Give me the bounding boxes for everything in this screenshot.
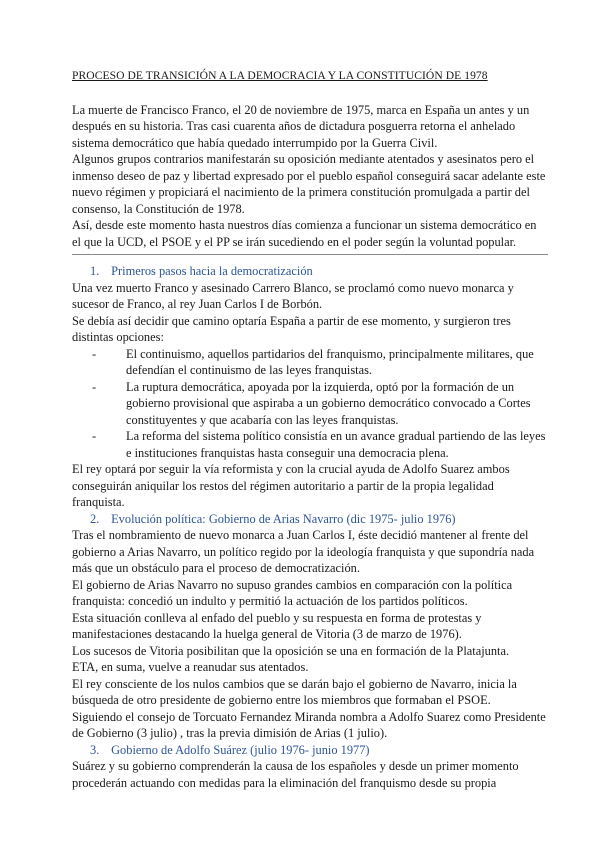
section-heading [90, 511, 548, 528]
body-paragraph: El gobierno de Arias Navarro no supuso grandes cambios en comparación con la política franquista: concedió un indulto y permitió la actuación de los partidos políticos. [72, 577, 513, 608]
section-heading-text: Gobierno de Adolfo Suárez (julio 1976- junio 1977) [111, 742, 370, 757]
section-adolfo-suarez [72, 742, 548, 792]
section-arias-navarro [72, 511, 548, 742]
body-paragraph: Tras el nombramiento de nuevo monarca a Juan Carlos I, éste decidió mantener al frente del gobierno a Arias Navarro, un político regido por la ideología franquista y que supondría nada más que un obstáculo para el proceso de democratización. [72, 528, 535, 575]
body-paragraph: Los sucesos de Vitoria posibilitan que la oposición se una en formación de la Platajunta. [72, 643, 510, 658]
intro-paragraph: La muerte de Francisco Franco, el 20 de noviembre de 1975, marca en España un antes y un después en su historia. Tras casi cuarenta años de dictadura posguerra retorna el anhelado sistema democrático que había quedado interrumpido por la Guerra Civil. [72, 102, 530, 150]
body-paragraph: Una vez muerto Franco y asesinado Carrero Blanco, se proclamó como nuevo monarca y sucesor de Franco, al rey Juan Carlos I de Borbón. [72, 280, 514, 311]
intro-paragraph: Algunos grupos contrarios manifestarán su oposición mediante atentados y asesinatos pero el inmenso deseo de paz y libertad expresado por el pueblo español conseguirá sacar adelante este nuevo régimen y propiciará el nacimiento de la primera constitución promulgada a partir del consenso, la Constitución de 1978. [72, 152, 546, 216]
section-heading [90, 263, 548, 280]
section-heading [90, 742, 548, 759]
list-item: - La reforma del sistema político consistía en un avance gradual partiendo de las leyes e instituciones franquistas hasta conseguir una democracia plena. [92, 429, 546, 460]
list-item-text: La reforma del sistema político consistía en un avance gradual partiendo de las leyes e instituciones franquistas hasta conseguir una democracia plena. [126, 429, 546, 460]
body-paragraph: El rey consciente de los nulos cambios que se darán bajo el gobierno de Navarro, inicia la búsqueda de otro presidente de gobierno entre los miembros que formaban el PSOE. [72, 676, 517, 707]
section-number: 1. [90, 264, 100, 278]
section-heading-text: Evolución política: Gobierno de Arias Navarro (dic 1975- julio 1976) [111, 511, 456, 526]
section-primeros-pasos [72, 263, 548, 511]
section-number: 3. [90, 742, 100, 757]
list-item-text: La ruptura democrática, apoyada por la izquierda, optó por la formación de un gobierno provisional que aspiraba a un gobierno democrático convocado a Cortes constituyentes y que acabaría con las leyes franquistas. [126, 379, 531, 427]
body-paragraph: Suárez y su gobierno comprenderán la causa de los españoles y desde un primer momento procederán actuando con medidas para la eliminación del franquismo desde su propia [72, 759, 519, 790]
body-paragraph: El rey optará por seguir la vía reformista y con la crucial ayuda de Adolfo Suarez ambos conseguirán aniquilar los restos del régimen autoritario a partir de la propia legalidad franquista. [72, 462, 510, 509]
list-item: - El continuismo, aquellos partidarios del franquismo, principalmente militares, que defendían el continuismo de las leyes franquistas. [92, 346, 534, 377]
body-paragraph: Se debía así decidir que camino optaría España a partir de ese momento, y surgieron tres distintas opciones: [72, 313, 511, 344]
section-number: 2. [90, 511, 100, 526]
body-paragraph: Esta situación conlleva al enfado del pueblo y su respuesta en forma de protestas y manifestaciones destacando la huelga general de Vitoria (3 de marzo de 1976). [72, 610, 482, 641]
section-divider [72, 254, 548, 255]
body-paragraph: Siguiendo el consejo de Torcuato Fernandez Miranda nombra a Adolfo Suarez como Presidente de Gobierno (3 julio) , tras la previa dimisión de Arias (1 julio). [72, 709, 546, 740]
intro-section [72, 102, 548, 251]
options-list [72, 346, 548, 462]
list-item-text: El continuismo, aquellos partidarios del franquismo, principalmente militares, que defendían el continuismo de las leyes franquistas. [126, 346, 534, 377]
list-item: - La ruptura democrática, apoyada por la izquierda, optó por la formación de un gobierno provisional que aspiraba a un gobierno democrático convocado a Cortes constituyentes y que acabaría con las leyes franquistas. [92, 379, 531, 427]
intro-paragraph: Así, desde este momento hasta nuestros días comienza a funcionar un sistema democrático en el que la UCD, el PSOE y el PP se irán sucediendo en el poder según la voluntad popular. [72, 218, 537, 249]
document-title: PROCESO DE TRANSICIÓN A LA DEMOCRACIA Y LA CONSTITUCIÓN DE 1978 [72, 69, 488, 82]
body-paragraph: ETA, en suma, vuelve a reanudar sus atentados. [72, 660, 309, 674]
section-heading-text: Primeros pasos hacia la democratización [111, 264, 313, 278]
